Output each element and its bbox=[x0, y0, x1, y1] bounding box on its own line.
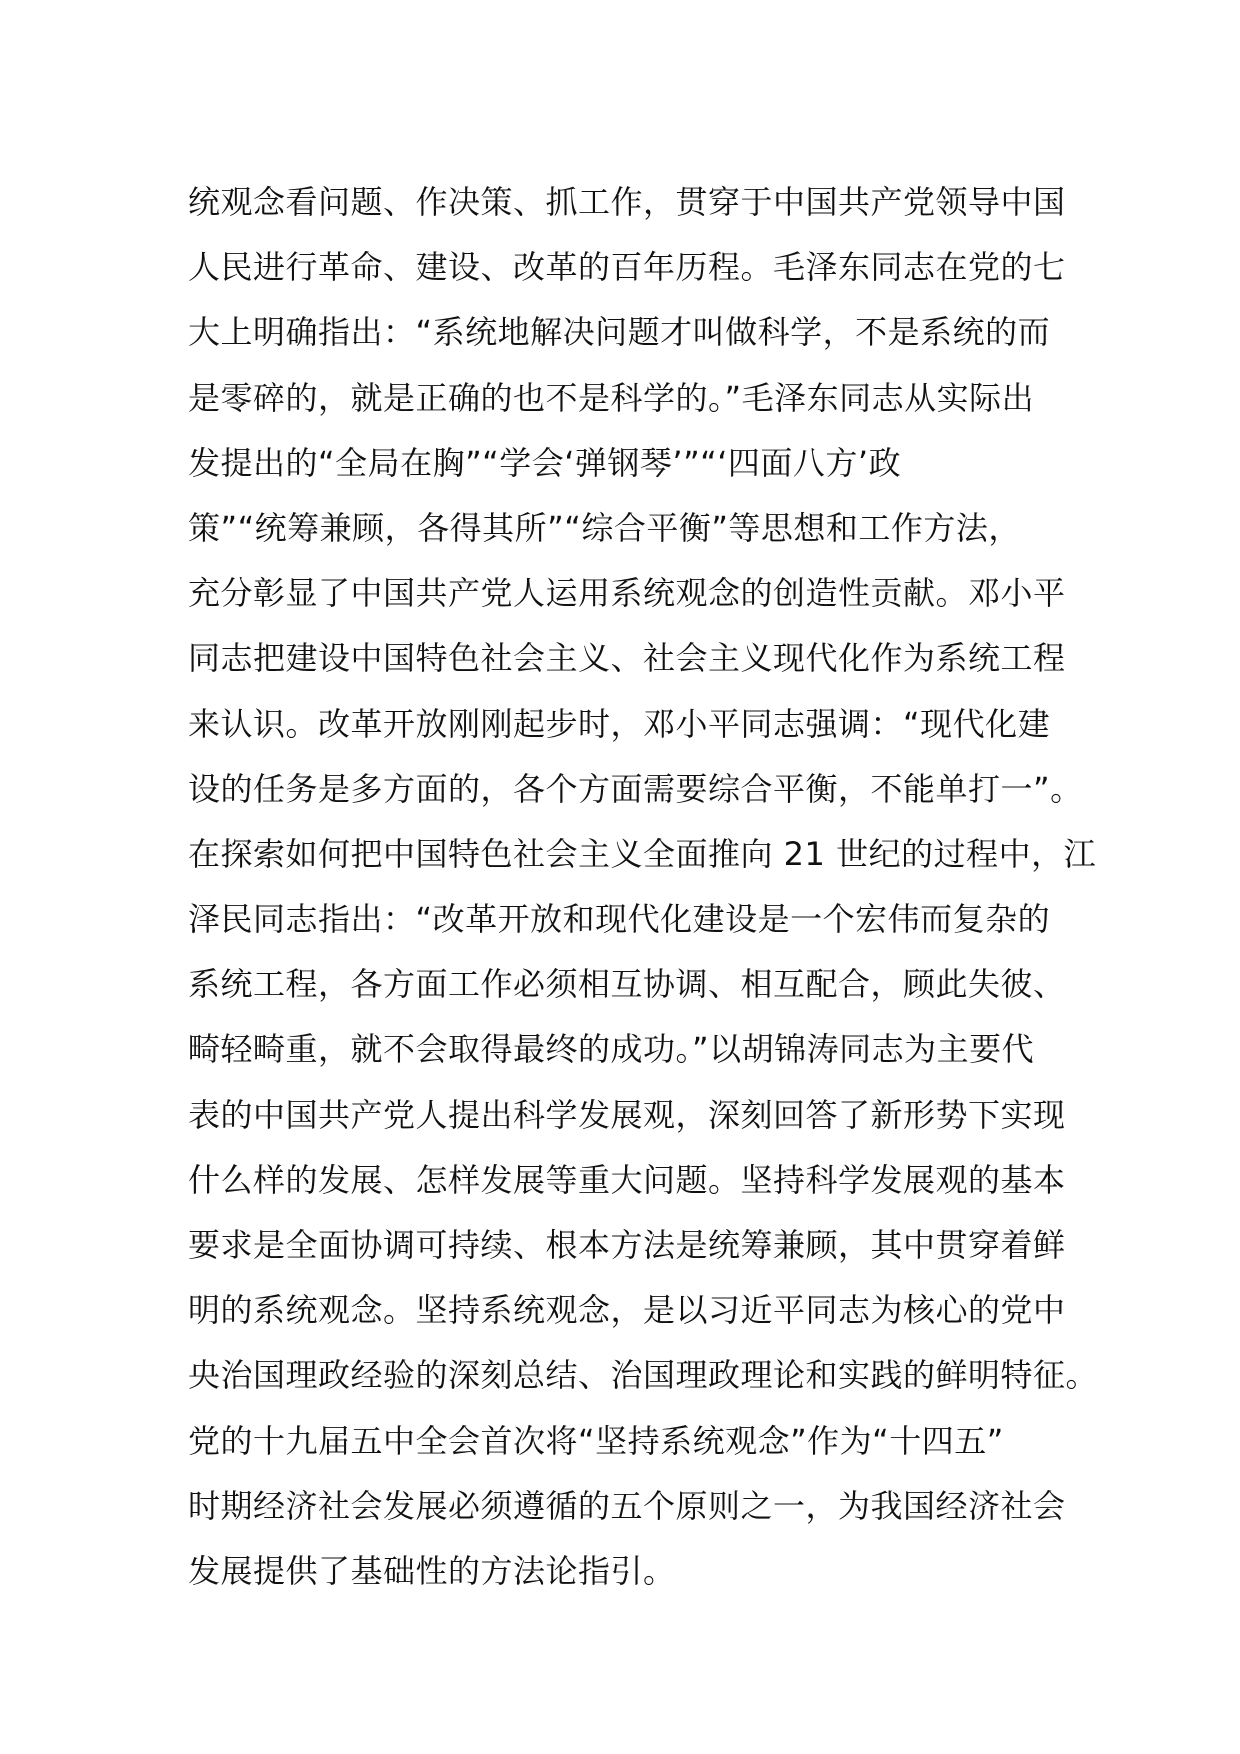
text-line: 泽民同志指出：“改革开放和现代化建设是一个宏伟而复杂的 bbox=[188, 900, 1051, 939]
text-line: 要求是全面协调可持续、根本方法是统筹兼顾，其中贯穿着鲜 bbox=[188, 1226, 1066, 1264]
text-line: 来认识。改革开放刚刚起步时，邓小平同志强调：“现代化建 bbox=[188, 704, 1051, 743]
text-line: 畸轻畸重，就不会取得最终的成功。”以胡锦涛同志为主要代 bbox=[188, 1030, 1035, 1069]
text-line: 策”“统筹兼顾，各得其所”“综合平衡”等思想和工作方法， bbox=[188, 508, 1021, 547]
text-line: 时期经济社会发展必须遵循的五个原则之一，为我国经济社会 bbox=[188, 1486, 1066, 1525]
text-line: 在探索如何把中国特色社会主义全面推向 21 世纪的过程中，江 bbox=[188, 834, 1097, 873]
text-line: 设的任务是多方面的，各个方面需要综合平衡，不能单打一”。 bbox=[188, 769, 1083, 808]
text-line: 大上明确指出：“系统地解决问题才叫做科学，不是系统的而 bbox=[188, 313, 1051, 352]
text-line: 什么样的发展、怎样发展等重大问题。坚持科学发展观的基本 bbox=[188, 1160, 1066, 1199]
text-line: 明的系统观念。坚持系统观念，是以习近平同志为核心的党中 bbox=[188, 1291, 1066, 1330]
text-line: 党的十九届五中全会首次将“坚持系统观念”作为“十四五” bbox=[188, 1421, 1004, 1460]
text-line: 充分彰显了中国共产党人运用系统观念的创造性贡献。邓小平 bbox=[188, 574, 1066, 613]
text-line: 人民进行革命、建设、改革的百年历程。毛泽东同志在党的七 bbox=[188, 248, 1066, 287]
text-line: 统观念看问题、作决策、抓工作，贯穿于中国共产党领导中国 bbox=[188, 183, 1066, 221]
text-line: 央治国理政经验的深刻总结、治国理政理论和实践的鲜明特征。 bbox=[188, 1356, 1099, 1395]
text-line: 发展提供了基础性的方法论指引。 bbox=[188, 1551, 676, 1590]
text-line: 同志把建设中国特色社会主义、社会主义现代化作为系统工程 bbox=[188, 639, 1066, 678]
body-paragraph bbox=[188, 170, 1099, 1604]
text-line: 表的中国共产党人提出科学发展观，深刻回答了新形势下实现 bbox=[188, 1095, 1066, 1134]
text-line: 发提出的“全局在胸”“学会‘弹钢琴’”“‘四面八方’政 bbox=[188, 443, 902, 482]
text-line: 系统工程，各方面工作必须相互协调、相互配合，顾此失彼、 bbox=[188, 965, 1066, 1004]
text-line: 是零碎的，就是正确的也不是科学的。”毛泽东同志从实际出 bbox=[188, 378, 1035, 417]
